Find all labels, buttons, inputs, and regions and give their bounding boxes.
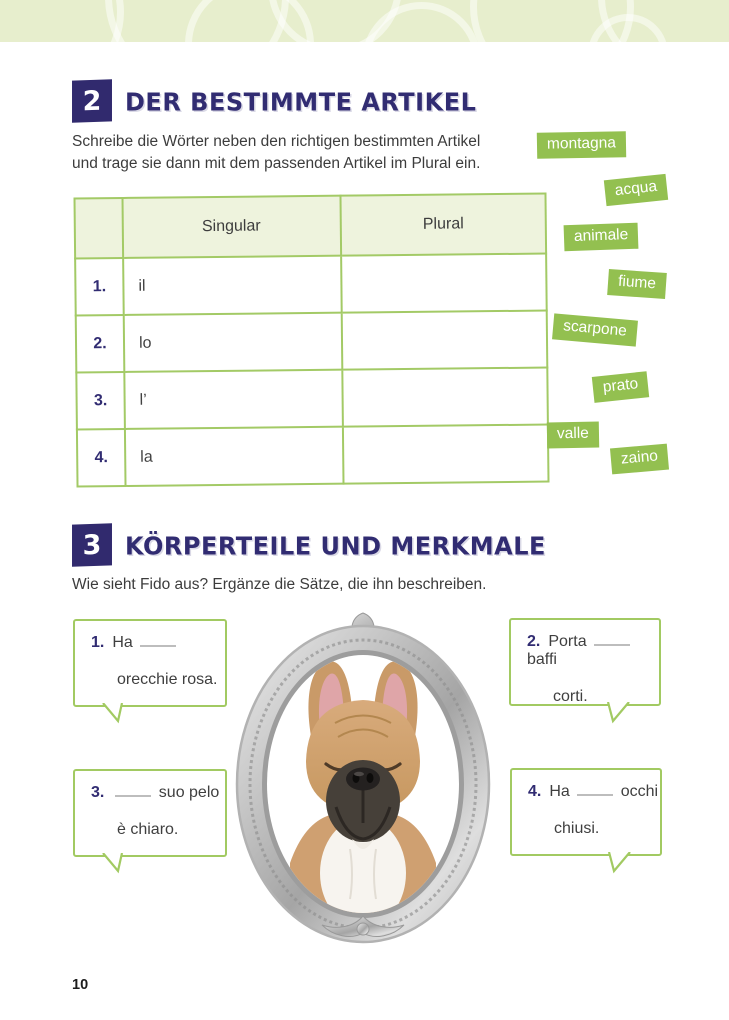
word-tag: fiume [607,269,667,299]
bubble-tail [605,702,631,724]
bubble-number: 1. [91,634,105,651]
row-number: 4. [77,429,126,486]
bubble-tail [101,703,127,725]
section-2-number: 2 [82,85,102,117]
word-tag: acqua [604,174,669,206]
section-2-number-badge [72,79,112,122]
bubble-text: corti. [553,688,588,705]
bubble-text: è chiaro. [117,821,179,838]
row-number: 3. [76,372,125,429]
bubble-text: Ha [112,634,179,651]
decorative-circle [598,0,729,42]
bubble-number: 3. [91,784,105,801]
decorative-top-band [0,0,729,42]
page-number: 10 [72,977,89,993]
article-table [73,193,549,488]
table-header-row [75,194,547,259]
speech-bubble [509,618,661,706]
word-tag: valle [547,422,599,449]
word-tag: animale [564,223,639,252]
table-row [77,425,549,487]
word-tag: zaino [610,444,669,475]
row-number: 1. [75,258,124,315]
bubble-tail [606,852,632,874]
word-tag: prato [592,371,650,403]
bubble-text: suo pelo [112,784,219,801]
bubble-text: Ha occhi [549,783,659,800]
answer-blank[interactable] [140,634,176,647]
table-row [75,254,547,316]
word-tag: montagna [537,131,626,159]
plural-answer-cell[interactable] [341,254,547,313]
row-number: 2. [76,315,125,372]
singular-article-cell: il [123,256,342,315]
table-row [76,368,548,430]
speech-bubble [73,769,227,857]
column-header-singular: Singular [123,196,342,258]
bubble-tail [101,853,127,875]
answer-blank[interactable] [594,633,630,646]
word-tag: scarpone [552,313,638,346]
plural-answer-cell[interactable] [342,311,548,370]
bubble-number: 4. [528,783,542,800]
speech-bubble [73,619,227,707]
singular-article-cell: l’ [124,370,343,429]
singular-article-cell: lo [124,313,343,372]
section-2-instruction [72,131,480,175]
bubble-text: Porta baffi [527,633,633,668]
dog-in-frame-illustration [232,611,494,951]
section-2-title: DER BESTIMMTE ARTIKEL [125,87,477,117]
instruction-line: Schreibe die Wörter neben den richtigen bestimmten Artikel [72,133,481,150]
instruction-line: und trage sie dann mit dem passenden Artikel im Plural ein. [72,155,481,172]
table-row [76,311,548,373]
framed-dog-photo [232,611,494,956]
section-3-instruction: Wie sieht Fido aus? Ergänze die Sätze, die ihn beschreiben. [72,576,487,593]
column-header-plural: Plural [340,194,546,256]
article-table-body [75,194,549,487]
section-3-number-badge [72,523,112,566]
answer-blank[interactable] [115,784,151,797]
section-3-title: KÖRPERTEILE UND MERKMALE [125,531,546,561]
section-3-number: 3 [82,529,102,561]
bubble-number: 2. [527,633,541,650]
singular-article-cell: la [125,427,344,486]
bubble-text: chiusi. [554,820,600,837]
speech-bubble [510,768,662,856]
plural-answer-cell[interactable] [343,425,549,484]
plural-answer-cell[interactable] [342,368,548,427]
bubble-text: orecchie rosa. [117,671,218,688]
answer-blank[interactable] [577,783,613,796]
table-corner-cell [75,198,124,258]
